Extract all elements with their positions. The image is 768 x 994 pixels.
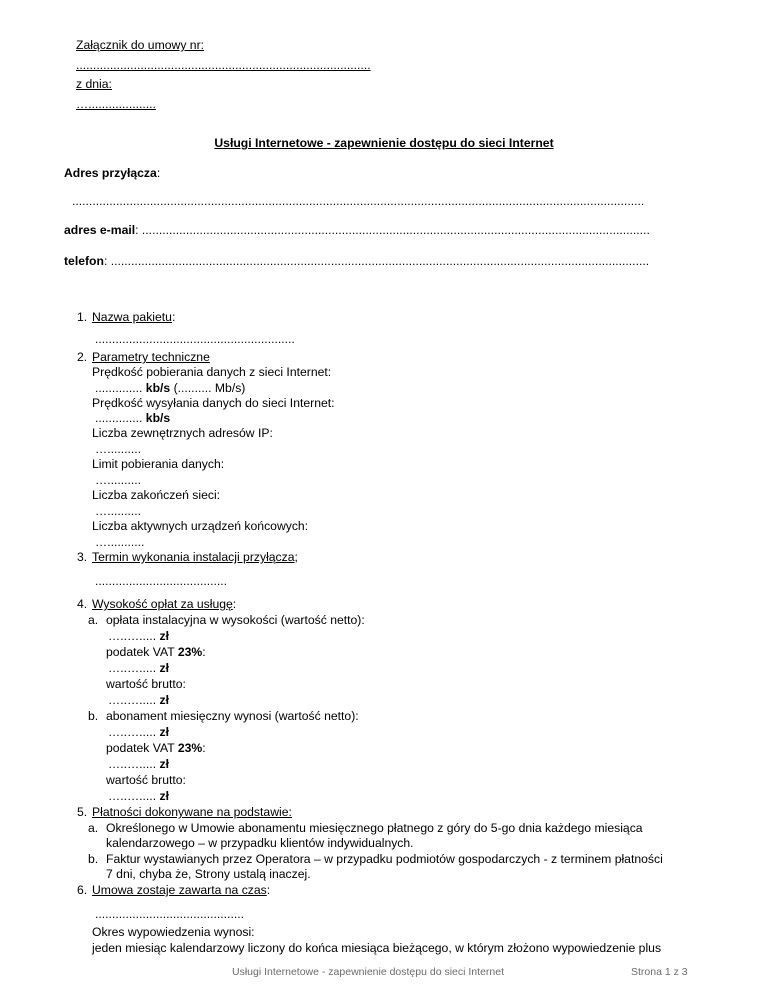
payment-a-line-1: Określonego w Umowie abonamentu miesięcznego płatnego z góry do 5-go dnia każdego miesiąca [106, 821, 643, 835]
devices-field[interactable]: …........... [95, 535, 145, 549]
contract-term-field[interactable]: ............................................ [95, 907, 244, 921]
subscription-gross-label: wartość brutto: [106, 773, 186, 787]
annex-number-field[interactable]: ....................................................................................... [76, 58, 371, 72]
annex-label: Załącznik do umowy nr: [76, 38, 205, 52]
payment-b-line-1: Faktur wystawianych przez Operatora – w przypadku podmiotów gospodarczych - z terminem płatności [106, 852, 663, 866]
installation-fee-label: opłata instalacyjna w wysokości (wartość netto): [106, 613, 365, 627]
subscription-fee-label: abonament miesięczny wynosi (wartość netto): [106, 709, 359, 723]
item-2-number: 2. [77, 350, 88, 364]
fee-b-letter: b. [88, 709, 99, 723]
installation-vat-field[interactable]: …..…..... zł [108, 661, 169, 675]
date-field[interactable]: ….................... [76, 97, 156, 111]
subscription-net-field[interactable]: …..…..... zł [108, 725, 169, 739]
data-limit-label: Limit pobierania danych: [92, 457, 225, 471]
contract-term-label: Umowa zostaje zawarta na czas: [92, 883, 271, 897]
address-field[interactable]: ......................................................................................................................................................................... [72, 194, 645, 208]
installation-date-field[interactable]: ....................................... [95, 574, 228, 588]
upload-speed-label: Prędkość wysyłania danych do sieci Internet: [92, 396, 335, 410]
installation-gross-field[interactable]: …..…..... zł [108, 693, 169, 707]
installation-vat-label: podatek VAT 23%: [106, 645, 206, 659]
package-name-field[interactable]: ........................................................... [95, 332, 295, 346]
document-title: Usługi Internetowe - zapewnienie dostępu do sieci Internet [214, 136, 554, 150]
subscription-gross-field[interactable]: …..…..... zł [108, 789, 169, 803]
upload-speed-field[interactable]: .............. kb/s [95, 411, 171, 425]
fees-heading: Wysokość opłat za usługę: [92, 597, 237, 611]
email-field[interactable]: adres e-mail: ...................................................................................................................................................... [64, 223, 650, 237]
notice-period-label: Okres wypowiedzenia wynosi: [92, 925, 255, 939]
data-limit-field[interactable]: ….......... [95, 473, 142, 487]
date-label: z dnia: [76, 77, 112, 91]
subscription-vat-label: podatek VAT 23%: [106, 741, 206, 755]
item-4-number: 4. [77, 597, 88, 611]
payment-b-letter: b. [88, 852, 99, 866]
download-speed-field[interactable]: .............. kb/s (.......... Mb/s) [95, 381, 246, 395]
email-label: adres e-mail [64, 223, 136, 237]
payment-a-letter: a. [88, 821, 99, 835]
notice-period-text: jeden miesiąc kalendarzowy liczony do końca miesiąca bieżącego, w którym złożono wypowiedzenie plus [92, 941, 662, 955]
payments-heading: Płatności dokonywane na podstawie: [92, 805, 292, 819]
payment-a-line-2: kalendarzowego – w przypadku klientów indywidualnych. [106, 836, 414, 850]
devices-label: Liczba aktywnych urządzeń końcowych: [92, 519, 309, 533]
endpoints-field[interactable]: ….......... [95, 504, 142, 518]
download-speed-label: Prędkość pobierania danych z sieci Internet: [92, 365, 332, 379]
item-3-number: 3. [77, 550, 88, 564]
payment-b-line-2: 7 dni, chyba że, Strony ustalą inaczej. [106, 867, 311, 881]
phone-label: telefon [64, 254, 104, 268]
subscription-vat-field[interactable]: …..…..... zł [108, 757, 169, 771]
fee-a-letter: a. [88, 613, 99, 627]
item-1-number: 1. [77, 310, 88, 324]
address-label: Adres przyłącza: [64, 166, 161, 180]
page-number: Strona 1 z 3 [631, 966, 688, 978]
installation-gross-label: wartość brutto: [106, 677, 186, 691]
item-5-number: 5. [77, 805, 88, 819]
ip-count-label: Liczba zewnętrznych adresów IP: [92, 426, 273, 440]
footer-title: Usługi Internetowe - zapewnienie dostępu do sieci Internet [232, 966, 504, 978]
ip-count-field[interactable]: ….......... [95, 442, 142, 456]
installation-fee-net-field[interactable]: …..…..... zł [108, 629, 169, 643]
installation-date-label: Termin wykonania instalacji przyłącza; [92, 550, 298, 564]
package-name-label: Nazwa pakietu: [92, 310, 176, 324]
phone-field[interactable]: telefon: ............................................................................................................................................................... [64, 254, 650, 268]
technical-params-heading: Parametry techniczne [92, 350, 210, 364]
endpoints-label: Liczba zakończeń sieci: [92, 488, 221, 502]
item-6-number: 6. [77, 883, 88, 897]
